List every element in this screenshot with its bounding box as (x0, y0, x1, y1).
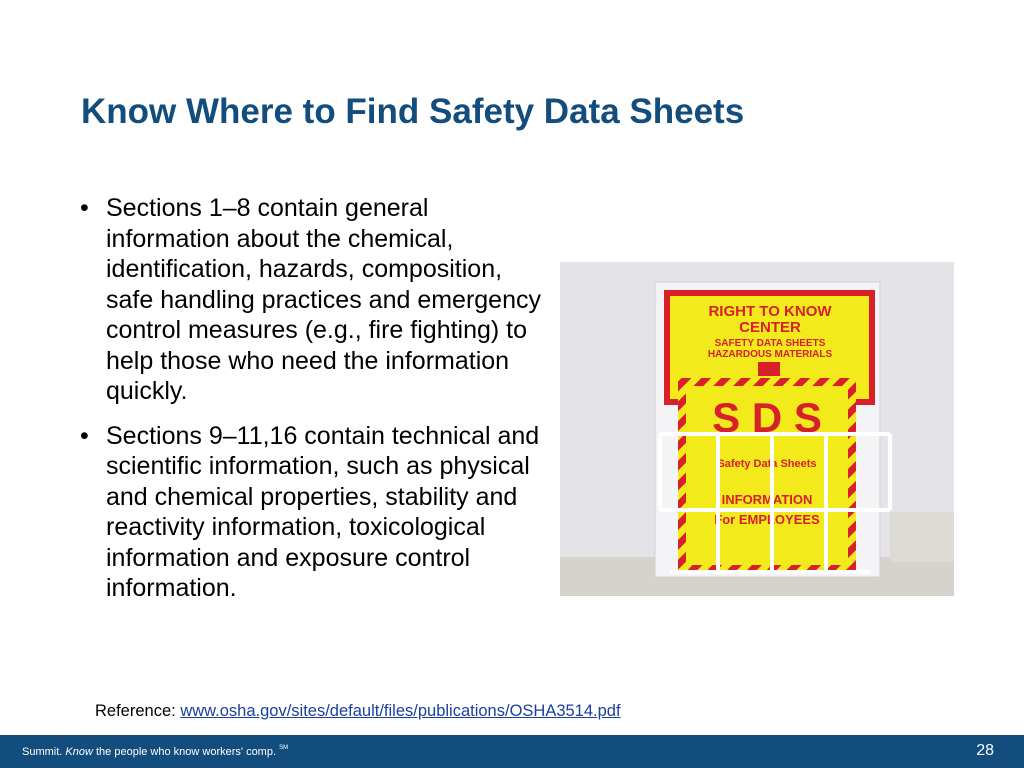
bullet-glyph: • (80, 194, 89, 222)
brand-prefix: Summit. (22, 746, 63, 758)
binder-line-2: INFORMATION (721, 492, 813, 507)
bullet-text: Sections 1–8 contain general information about the chemical, identification, hazards, composition, safe handling practices and emergency control measures (e.g., fire fighting) to help those who need the information quickly. (106, 194, 541, 405)
page-number: 28 (976, 742, 994, 759)
service-mark: SM (279, 745, 289, 751)
footer-bar (0, 735, 1024, 768)
sds-station-photo (560, 262, 954, 596)
bullet-glyph: • (80, 421, 89, 450)
bullet-item (78, 193, 548, 407)
binder-title: S D S (712, 394, 822, 441)
sign-line-2: CENTER (739, 319, 801, 336)
reference-line (95, 702, 621, 721)
bullet-list (78, 193, 548, 618)
sign-line-4: HAZARDOUS MATERIALS (707, 349, 833, 360)
bullet-text: Sections 9–11,16 contain technical and scientific information, such as physical and chemical properties, stability and reactivity information, toxicological information and exposure control information. (106, 421, 540, 602)
footer-brand (22, 745, 288, 758)
binder-line-3: For EMPLOYEES (714, 512, 820, 527)
arrow-icon (758, 362, 780, 376)
sign-line-3: SAFETY DATA SHEETS (714, 338, 826, 349)
binder-line-1: Safety Data Sheets (717, 458, 817, 470)
bullet-item (78, 421, 548, 604)
brand-suffix: the people who know workers' comp. (96, 746, 277, 758)
reference-label: Reference: (95, 702, 176, 720)
reference-link[interactable]: www.osha.gov/sites/default/files/publications/OSHA3514.pdf (180, 702, 621, 720)
sds-station-illustration (560, 262, 954, 596)
sign-line-1: RIGHT TO KNOW (708, 303, 832, 320)
brand-emphasis: Know (65, 746, 93, 758)
slide-title: Know Where to Find Safety Data Sheets (81, 92, 745, 131)
